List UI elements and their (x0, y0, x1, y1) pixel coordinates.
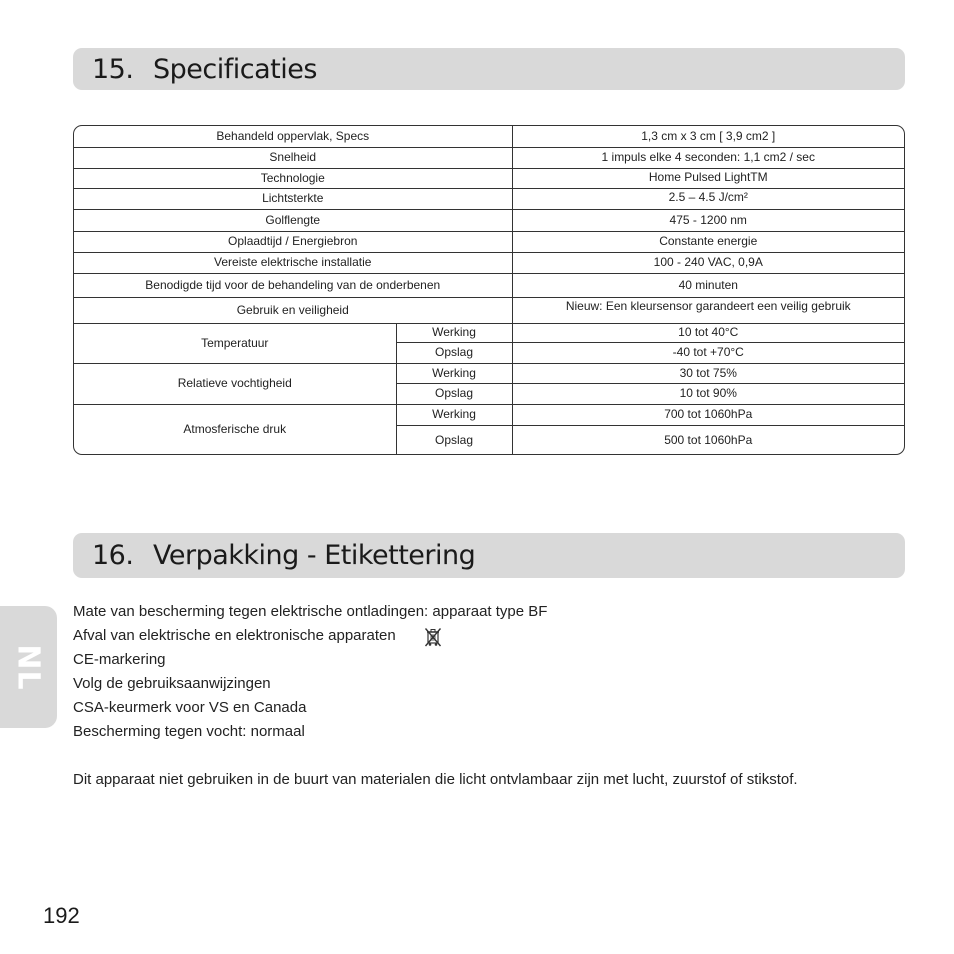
language-tab-label: NL (10, 643, 46, 691)
table-row (74, 273, 904, 297)
mode-label: Werking (396, 363, 512, 383)
table-row (74, 297, 904, 323)
spec-label: Vereiste elektrische installatie (74, 252, 512, 273)
list-item-text: Afval van elektrische en elektronische apparaten (73, 627, 396, 644)
spec-value: -40 tot +70°C (512, 342, 904, 363)
spec-label: Golflengte (74, 209, 512, 231)
table-row (74, 168, 904, 188)
spec-label: Gebruik en veiligheid (74, 297, 512, 323)
spec-value: 475 - 1200 nm (512, 209, 904, 231)
table-row (74, 188, 904, 209)
spec-value: Home Pulsed LightTM (512, 168, 904, 188)
spec-label: Behandeld oppervlak, Specs (74, 126, 512, 147)
table-row (74, 209, 904, 231)
spec-value: 700 tot 1060hPa (512, 404, 904, 425)
spec-label: Lichtsterkte (74, 188, 512, 209)
section-title: Verpakking - Etikettering (153, 540, 476, 571)
mode-label: Opslag (396, 342, 512, 363)
section-16-header (73, 533, 905, 578)
spec-label: Technologie (74, 168, 512, 188)
spec-value: 1 impuls elke 4 seconden: 1,1 cm2 / sec (512, 147, 904, 168)
spec-value: 10 tot 40°C (512, 323, 904, 342)
list-item: Bescherming tegen vocht: normaal (73, 723, 305, 740)
crossed-out-wheelie-bin-icon (424, 627, 442, 647)
group-label: Atmosferische druk (74, 404, 396, 455)
spec-value: 1,3 cm x 3 cm [ 3,9 cm2 ] (512, 126, 904, 147)
spec-value: 2.5 – 4.5 J/cm² (512, 188, 904, 209)
section-15-header (73, 48, 905, 90)
table-row (74, 404, 904, 425)
spec-label: Benodigde tijd voor de behandeling van de onderbenen (74, 273, 512, 297)
list-item: Volg de gebruiksaanwijzingen (73, 675, 271, 692)
table-row (74, 323, 904, 342)
table-row (74, 363, 904, 383)
page-number: 192 (43, 903, 80, 928)
spec-value: 40 minuten (512, 273, 904, 297)
table-row (74, 231, 904, 252)
spec-value: Constante energie (512, 231, 904, 252)
mode-label: Werking (396, 323, 512, 342)
section-title: Specificaties (153, 53, 317, 85)
section-number: 16. (92, 540, 134, 571)
table-row (74, 252, 904, 273)
mode-label: Opslag (396, 383, 512, 404)
section-number: 15. (92, 53, 134, 85)
spec-label: Oplaadtijd / Energiebron (74, 231, 512, 252)
spec-value: 500 tot 1060hPa (512, 425, 904, 455)
list-item: CSA-keurmerk voor VS en Canada (73, 699, 307, 716)
safety-note: Dit apparaat niet gebruiken in de buurt van materialen die licht ontvlambaar zijn met lucht, zuurstof of stikstof. (73, 771, 798, 788)
spec-label: Snelheid (74, 147, 512, 168)
labeling-list (73, 600, 873, 744)
spec-value: 100 - 240 VAC, 0,9A (512, 252, 904, 273)
list-item: Mate van bescherming tegen elektrische ontladingen: apparaat type BF (73, 603, 548, 620)
spec-value: 10 tot 90% (512, 383, 904, 404)
mode-label: Werking (396, 404, 512, 425)
mode-label: Opslag (396, 425, 512, 455)
group-label: Relatieve vochtigheid (74, 363, 396, 404)
list-item (73, 624, 873, 648)
specifications-table (73, 125, 905, 455)
table-row (74, 126, 904, 147)
spec-value: Nieuw: Een kleursensor garandeert een veilig gebruik (512, 297, 904, 323)
group-label: Temperatuur (74, 323, 396, 363)
list-item: CE-markering (73, 651, 166, 668)
table-row (74, 147, 904, 168)
language-tab (0, 606, 57, 728)
spec-value: 30 tot 75% (512, 363, 904, 383)
